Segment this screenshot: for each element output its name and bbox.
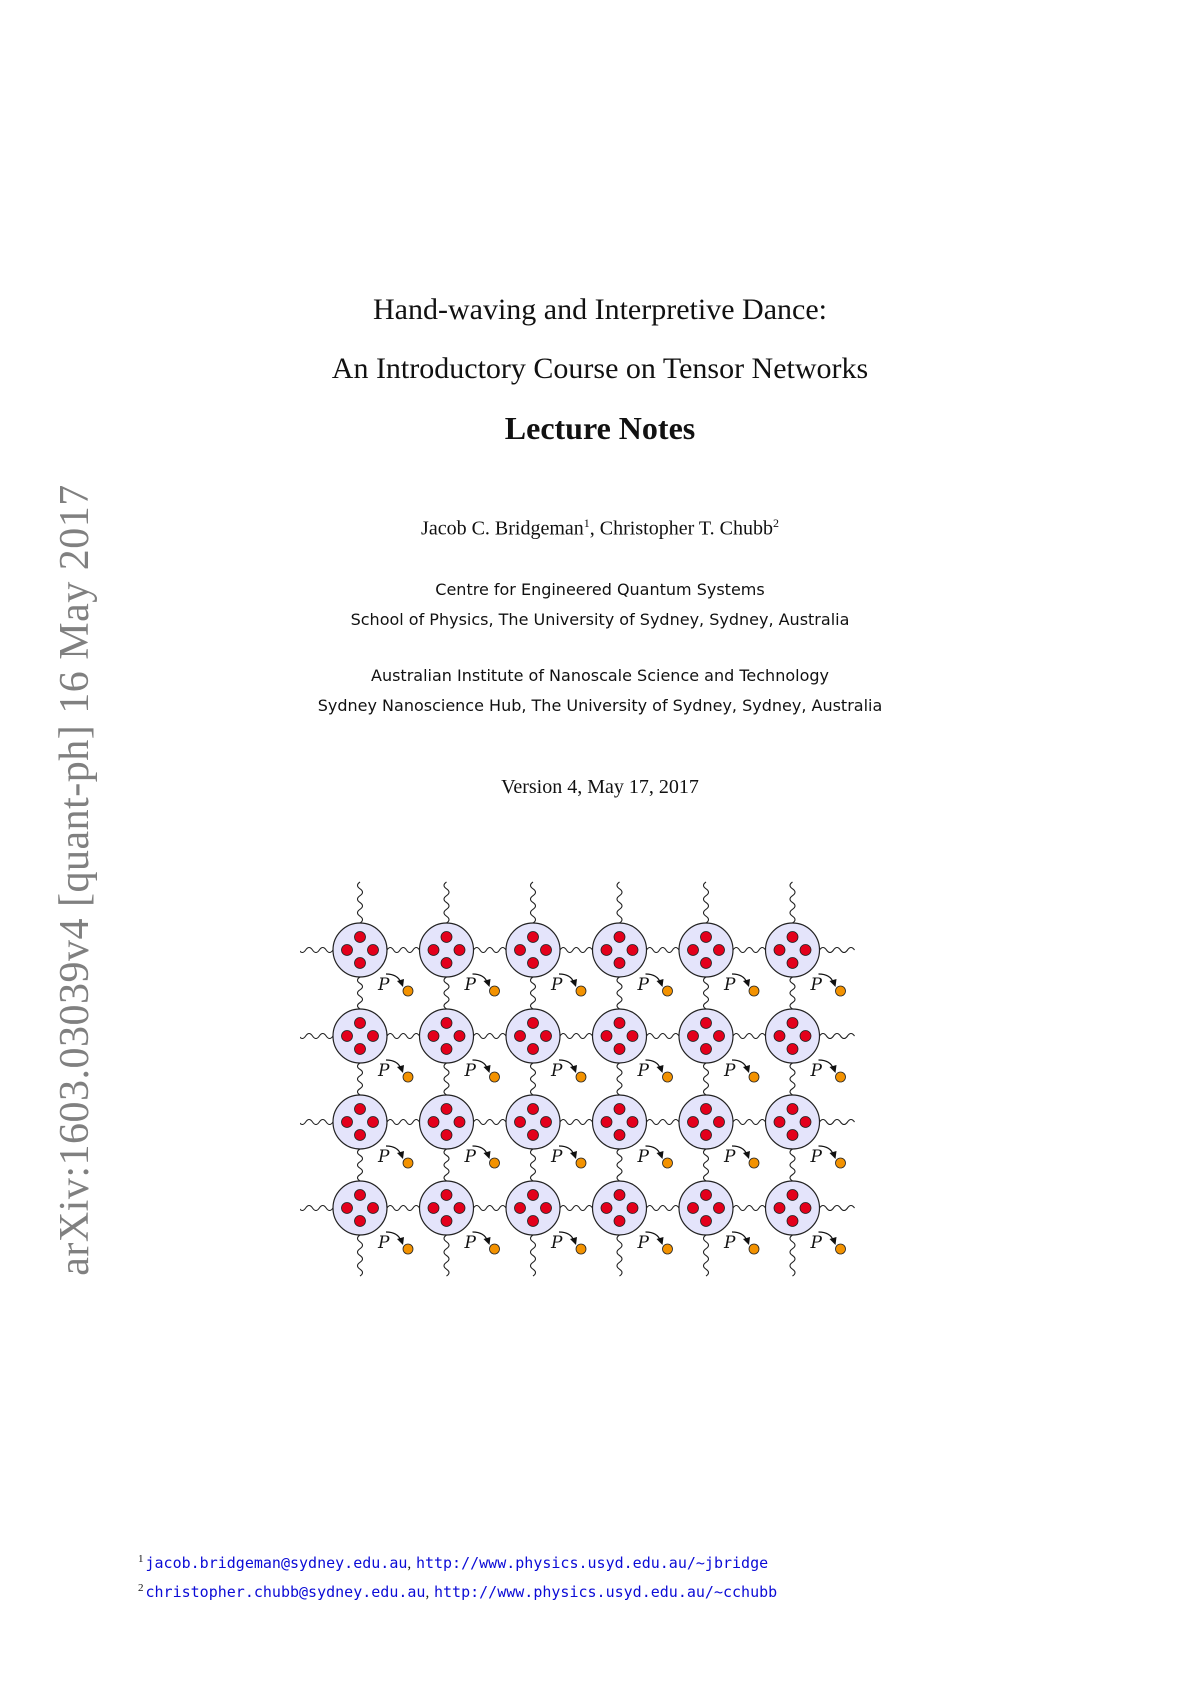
projector-arrowhead bbox=[743, 1237, 750, 1245]
projector-arrowhead bbox=[830, 1151, 837, 1159]
footnote-url-link[interactable]: http://www.physics.usyd.edu.au/~cchubb bbox=[434, 1583, 778, 1601]
particle-dot bbox=[441, 1018, 452, 1029]
particle-dot bbox=[601, 945, 612, 956]
particle-dot bbox=[774, 945, 785, 956]
particle-dot bbox=[714, 1203, 725, 1214]
particle-dot bbox=[688, 1203, 699, 1214]
bond-line bbox=[531, 1235, 536, 1276]
site-circle bbox=[506, 1181, 560, 1235]
particle-dot bbox=[368, 1117, 379, 1128]
projector-label: P bbox=[724, 975, 736, 995]
bond-line bbox=[733, 1120, 766, 1125]
version-line: Version 4, May 17, 2017 bbox=[501, 776, 699, 798]
particle-dot bbox=[528, 932, 539, 943]
tensor-network-figure bbox=[300, 880, 900, 1304]
bond-line bbox=[387, 948, 420, 953]
particle-dot bbox=[787, 1216, 798, 1227]
site-circle bbox=[766, 1009, 820, 1063]
output-dot bbox=[663, 1072, 673, 1082]
particle-dot bbox=[528, 1190, 539, 1201]
particle-dot bbox=[701, 958, 712, 969]
particle-dot bbox=[541, 1117, 552, 1128]
site-circle bbox=[593, 1009, 647, 1063]
projector-arrowhead bbox=[570, 1065, 577, 1073]
projector-label: P bbox=[378, 975, 390, 995]
bond-line bbox=[617, 977, 622, 1009]
output-dot bbox=[663, 986, 673, 996]
particle-dot bbox=[800, 1031, 811, 1042]
site-circle bbox=[593, 1181, 647, 1235]
bond-line bbox=[444, 1235, 449, 1276]
particle-dot bbox=[441, 932, 452, 943]
bond-line bbox=[531, 1063, 536, 1095]
footnote-mark: 1 bbox=[138, 1553, 144, 1565]
projector-label: P bbox=[378, 1233, 390, 1253]
footnote-separator: , bbox=[407, 1556, 412, 1572]
particle-dot bbox=[541, 1031, 552, 1042]
particle-dot bbox=[614, 958, 625, 969]
particle-dot bbox=[701, 1216, 712, 1227]
title-line-3: Lecture Notes bbox=[504, 410, 696, 446]
projector-label: P bbox=[464, 1147, 476, 1167]
projector-arrowhead bbox=[657, 1151, 664, 1159]
particle-dot bbox=[355, 1018, 366, 1029]
particle-dot bbox=[342, 945, 353, 956]
author-mark: 1 bbox=[583, 516, 590, 530]
bond-line bbox=[647, 948, 680, 953]
bond-line bbox=[647, 1120, 680, 1125]
particle-dot bbox=[800, 945, 811, 956]
footnote bbox=[138, 1547, 777, 1576]
particle-dot bbox=[528, 1018, 539, 1029]
bond-line bbox=[300, 1120, 333, 1125]
bond-line bbox=[647, 1206, 680, 1211]
output-dot bbox=[836, 986, 846, 996]
particle-dot bbox=[355, 1216, 366, 1227]
projector-arrowhead bbox=[743, 979, 750, 987]
affiliation-line: School of Physics, The University of Sydney, Sydney, Australia bbox=[350, 610, 850, 629]
bond-line bbox=[531, 882, 536, 923]
particle-dot bbox=[800, 1203, 811, 1214]
footnote bbox=[138, 1576, 777, 1605]
projector-label: P bbox=[551, 975, 563, 995]
projector-arrowhead bbox=[484, 1151, 491, 1159]
particle-dot bbox=[774, 1031, 785, 1042]
bond-line bbox=[358, 882, 363, 923]
particle-dot bbox=[614, 932, 625, 943]
particle-dot bbox=[528, 1130, 539, 1141]
bond-line bbox=[358, 977, 363, 1009]
particle-dot bbox=[515, 1031, 526, 1042]
title-line-2: An Introductory Course on Tensor Networks bbox=[331, 352, 869, 385]
output-dot bbox=[749, 1244, 759, 1254]
projector-arrowhead bbox=[484, 1237, 491, 1245]
particle-dot bbox=[688, 1117, 699, 1128]
projector-arrowhead bbox=[743, 1065, 750, 1073]
projector-label: P bbox=[724, 1147, 736, 1167]
particle-dot bbox=[342, 1203, 353, 1214]
particle-dot bbox=[787, 1044, 798, 1055]
site-circle bbox=[506, 1095, 560, 1149]
projector-label: P bbox=[637, 1147, 649, 1167]
bond-line bbox=[300, 1206, 333, 1211]
site-circle bbox=[679, 1095, 733, 1149]
particle-dot bbox=[355, 1190, 366, 1201]
bond-line bbox=[387, 1034, 420, 1039]
output-dot bbox=[836, 1244, 846, 1254]
particle-dot bbox=[454, 1031, 465, 1042]
particle-dot bbox=[787, 1130, 798, 1141]
site-circle bbox=[679, 1181, 733, 1235]
bond-line bbox=[790, 882, 795, 923]
projector-arrowhead bbox=[397, 979, 404, 987]
particle-dot bbox=[528, 1044, 539, 1055]
projector-arrowhead bbox=[484, 979, 491, 987]
bond-line bbox=[704, 882, 709, 923]
particle-dot bbox=[428, 945, 439, 956]
output-dot bbox=[490, 1072, 500, 1082]
bond-line bbox=[733, 1034, 766, 1039]
particle-dot bbox=[787, 932, 798, 943]
particle-dot bbox=[528, 1216, 539, 1227]
particle-dot bbox=[601, 1031, 612, 1042]
particle-dot bbox=[787, 1018, 798, 1029]
projector-arrowhead bbox=[397, 1151, 404, 1159]
particle-dot bbox=[701, 1018, 712, 1029]
bond-line bbox=[820, 1120, 855, 1125]
footnotes bbox=[138, 1547, 777, 1605]
projector-arrowhead bbox=[570, 1237, 577, 1245]
bond-line bbox=[387, 1120, 420, 1125]
projector-arrowhead bbox=[830, 1237, 837, 1245]
particle-dot bbox=[701, 1104, 712, 1115]
particle-dot bbox=[774, 1203, 785, 1214]
particle-dot bbox=[515, 945, 526, 956]
particle-dot bbox=[614, 1104, 625, 1115]
particle-dot bbox=[701, 1044, 712, 1055]
particle-dot bbox=[774, 1117, 785, 1128]
output-dot bbox=[836, 1072, 846, 1082]
projector-arrowhead bbox=[484, 1065, 491, 1073]
projector-arrowhead bbox=[570, 979, 577, 987]
projector-label: P bbox=[810, 1147, 822, 1167]
particle-dot bbox=[368, 1203, 379, 1214]
particle-dot bbox=[441, 1104, 452, 1115]
particle-dot bbox=[441, 1190, 452, 1201]
particle-dot bbox=[541, 945, 552, 956]
arxiv-stamp-text: arXiv:1603.03039v4 [quant-ph] 16 May 2017 bbox=[52, 484, 98, 1276]
author-name: Jacob C. Bridgeman bbox=[421, 517, 584, 540]
bond-line bbox=[820, 1034, 855, 1039]
footnote-url-link[interactable]: http://www.physics.usyd.edu.au/~jbridge bbox=[415, 1554, 769, 1572]
bond-line bbox=[733, 948, 766, 953]
footnote-separator: , bbox=[425, 1585, 430, 1601]
particle-dot bbox=[614, 1130, 625, 1141]
particle-dot bbox=[441, 1216, 452, 1227]
output-dot bbox=[836, 1158, 846, 1168]
site-circle bbox=[506, 923, 560, 977]
projector-label: P bbox=[724, 1061, 736, 1081]
particle-dot bbox=[601, 1117, 612, 1128]
projector-arrowhead bbox=[570, 1151, 577, 1159]
author-separator: , bbox=[589, 517, 600, 540]
projector-label: P bbox=[378, 1061, 390, 1081]
particle-dot bbox=[688, 1031, 699, 1042]
bond-line bbox=[474, 948, 507, 953]
authors bbox=[0, 516, 1200, 541]
particle-dot bbox=[428, 1031, 439, 1042]
output-dot bbox=[403, 1244, 413, 1254]
bond-line bbox=[444, 1063, 449, 1095]
footnote-email-link[interactable]: christopher.chubb@sydney.edu.au bbox=[145, 1583, 426, 1601]
bond-line bbox=[300, 948, 333, 953]
projector-label: P bbox=[724, 1233, 736, 1253]
site-circle bbox=[766, 923, 820, 977]
particle-dot bbox=[714, 945, 725, 956]
particle-dot bbox=[454, 1203, 465, 1214]
bond-line bbox=[647, 1034, 680, 1039]
author-name: Christopher T. Chubb bbox=[599, 517, 773, 540]
particle-dot bbox=[368, 945, 379, 956]
output-dot bbox=[663, 1244, 673, 1254]
site-circle bbox=[593, 923, 647, 977]
output-dot bbox=[403, 1072, 413, 1082]
site-circle bbox=[766, 1095, 820, 1149]
author-mark: 2 bbox=[772, 516, 779, 530]
bond-line bbox=[790, 977, 795, 1009]
particle-dot bbox=[342, 1117, 353, 1128]
particle-dot bbox=[528, 1104, 539, 1115]
affiliation-line: Centre for Engineered Quantum Systems bbox=[435, 580, 765, 599]
particle-dot bbox=[428, 1117, 439, 1128]
bond-line bbox=[531, 977, 536, 1009]
projector-arrowhead bbox=[397, 1237, 404, 1245]
particle-dot bbox=[355, 958, 366, 969]
bond-line bbox=[358, 1235, 363, 1276]
projector-label: P bbox=[551, 1061, 563, 1081]
particle-dot bbox=[787, 1104, 798, 1115]
bond-line bbox=[617, 1235, 622, 1276]
output-dot bbox=[749, 1072, 759, 1082]
projector-label: P bbox=[637, 1233, 649, 1253]
projector-label: P bbox=[464, 975, 476, 995]
particle-dot bbox=[441, 1130, 452, 1141]
bond-line bbox=[617, 1149, 622, 1181]
particle-dot bbox=[428, 1203, 439, 1214]
output-dot bbox=[749, 986, 759, 996]
output-dot bbox=[576, 1072, 586, 1082]
projector-arrowhead bbox=[657, 1237, 664, 1245]
site-circle bbox=[766, 1181, 820, 1235]
particle-dot bbox=[454, 945, 465, 956]
output-dot bbox=[663, 1158, 673, 1168]
output-dot bbox=[576, 986, 586, 996]
bond-line bbox=[444, 1149, 449, 1181]
bond-line bbox=[474, 1206, 507, 1211]
bond-line bbox=[617, 1063, 622, 1095]
projector-arrowhead bbox=[397, 1065, 404, 1073]
site-circle bbox=[593, 1095, 647, 1149]
projector-label: P bbox=[637, 1061, 649, 1081]
bond-line bbox=[704, 1235, 709, 1276]
particle-dot bbox=[787, 1190, 798, 1201]
tensor-network-svg bbox=[300, 880, 900, 1300]
particle-dot bbox=[614, 1018, 625, 1029]
bond-line bbox=[560, 948, 593, 953]
particle-dot bbox=[355, 1044, 366, 1055]
projector-label: P bbox=[810, 1061, 822, 1081]
bond-line bbox=[560, 1120, 593, 1125]
projector-arrowhead bbox=[657, 979, 664, 987]
output-dot bbox=[403, 1158, 413, 1168]
particle-dot bbox=[368, 1031, 379, 1042]
affiliation-line: Sydney Nanoscience Hub, The University of Sydney, Sydney, Australia bbox=[317, 696, 883, 715]
affiliation-1 bbox=[0, 575, 1200, 635]
particle-dot bbox=[701, 1130, 712, 1141]
particle-dot bbox=[355, 932, 366, 943]
particle-dot bbox=[787, 958, 798, 969]
particle-dot bbox=[800, 1117, 811, 1128]
output-dot bbox=[403, 986, 413, 996]
particle-dot bbox=[528, 958, 539, 969]
particle-dot bbox=[515, 1203, 526, 1214]
footnote-mark: 2 bbox=[138, 1582, 144, 1594]
projector-label: P bbox=[464, 1233, 476, 1253]
bond-line bbox=[704, 1063, 709, 1095]
particle-dot bbox=[701, 1190, 712, 1201]
particle-dot bbox=[614, 1044, 625, 1055]
bond-line bbox=[790, 1149, 795, 1181]
bond-line bbox=[704, 1149, 709, 1181]
bond-line bbox=[531, 1149, 536, 1181]
particle-dot bbox=[454, 1117, 465, 1128]
particle-dot bbox=[714, 1117, 725, 1128]
bond-line bbox=[300, 1034, 333, 1039]
bond-line bbox=[358, 1063, 363, 1095]
site-circle bbox=[506, 1009, 560, 1063]
site-circle bbox=[679, 923, 733, 977]
particle-dot bbox=[627, 1031, 638, 1042]
bond-line bbox=[444, 977, 449, 1009]
particle-dot bbox=[627, 945, 638, 956]
bond-line bbox=[733, 1206, 766, 1211]
particle-dot bbox=[614, 1216, 625, 1227]
bond-line bbox=[617, 882, 622, 923]
particle-dot bbox=[601, 1203, 612, 1214]
output-dot bbox=[749, 1158, 759, 1168]
particle-dot bbox=[355, 1130, 366, 1141]
site-circle bbox=[679, 1009, 733, 1063]
projector-arrowhead bbox=[830, 979, 837, 987]
projector-label: P bbox=[810, 1233, 822, 1253]
title-line-1: Hand-waving and Interpretive Dance: bbox=[373, 293, 827, 326]
affiliation-2 bbox=[0, 661, 1200, 721]
particle-dot bbox=[441, 1044, 452, 1055]
bond-line bbox=[358, 1149, 363, 1181]
particle-dot bbox=[541, 1203, 552, 1214]
bond-line bbox=[474, 1120, 507, 1125]
footnote-email-link[interactable]: jacob.bridgeman@sydney.edu.au bbox=[145, 1554, 408, 1572]
projector-label: P bbox=[637, 975, 649, 995]
particle-dot bbox=[342, 1031, 353, 1042]
projector-label: P bbox=[551, 1233, 563, 1253]
particle-dot bbox=[355, 1104, 366, 1115]
bond-line bbox=[387, 1206, 420, 1211]
particle-dot bbox=[441, 958, 452, 969]
particle-dot bbox=[614, 1190, 625, 1201]
output-dot bbox=[490, 1158, 500, 1168]
projector-label: P bbox=[810, 975, 822, 995]
projector-label: P bbox=[464, 1061, 476, 1081]
projector-label: P bbox=[551, 1147, 563, 1167]
bond-line bbox=[790, 1235, 795, 1276]
bond-line bbox=[790, 1063, 795, 1095]
particle-dot bbox=[515, 1117, 526, 1128]
projector-label: P bbox=[378, 1147, 390, 1167]
bond-line bbox=[820, 948, 855, 953]
output-dot bbox=[490, 1244, 500, 1254]
bond-line bbox=[444, 882, 449, 923]
output-dot bbox=[576, 1244, 586, 1254]
projector-arrowhead bbox=[657, 1065, 664, 1073]
particle-dot bbox=[627, 1117, 638, 1128]
projector-arrowhead bbox=[830, 1065, 837, 1073]
particle-dot bbox=[701, 932, 712, 943]
affiliation-line: Australian Institute of Nanoscale Science and Technology bbox=[371, 666, 829, 685]
output-dot bbox=[576, 1158, 586, 1168]
particle-dot bbox=[627, 1203, 638, 1214]
bond-line bbox=[820, 1206, 855, 1211]
output-dot bbox=[490, 986, 500, 996]
projector-arrowhead bbox=[743, 1151, 750, 1159]
bond-line bbox=[560, 1206, 593, 1211]
bond-line bbox=[560, 1034, 593, 1039]
bond-line bbox=[704, 977, 709, 1009]
particle-dot bbox=[688, 945, 699, 956]
particle-dot bbox=[714, 1031, 725, 1042]
bond-line bbox=[474, 1034, 507, 1039]
